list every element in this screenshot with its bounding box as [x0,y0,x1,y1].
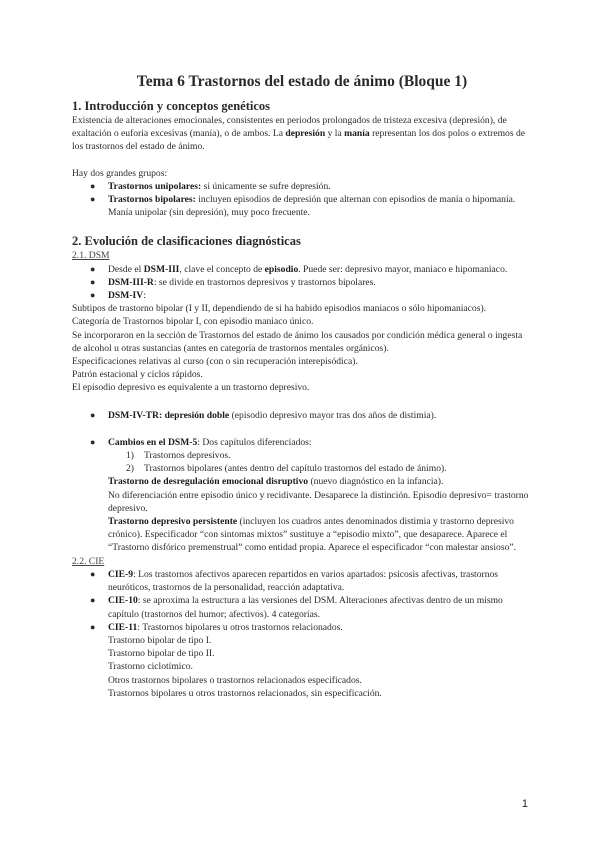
list-item: 1) Trastornos depresivos. [126,450,231,462]
cie11-line: Trastornos bipolares u otros trastornos relacionados, sin especificación. [108,687,382,699]
cie-list [72,568,532,634]
dsm4-line: Se incorporaron en la sección de Trastornos del estado de ánimo los causados por condición médica general o ingesta de alcohol u otras sustancias (antes en categoría de trastornos mentales orgánicos). [72,329,523,354]
section-2-heading: 2. Evolución de clasificaciones diagnósticas [72,234,301,249]
bullet-icon: ● [90,436,96,447]
bullet-icon: ● [90,290,96,301]
page-number: 1 [521,798,528,810]
dmdd-text: Trastorno de desregulación emocional disruptivo (nuevo diagnóstico en la infancia). [108,476,444,488]
dsm4tr-list [72,409,532,422]
cie11-line: Trastorno bipolar de tipo I. [108,634,212,646]
list-item: ● CIE-11: Trastornos bipolares u otros trastornos relacionados. [90,621,343,633]
dsm4-line: Patrón estacional y ciclos rápidos. [72,369,203,381]
cie11-line: Trastorno ciclotímico. [108,661,193,673]
bullet-icon: ● [90,276,96,287]
bullet-icon: ● [90,621,96,632]
subsection-cie: 2.2. CIE [72,555,105,567]
section-1-heading: 1. Introducción y conceptos genéticos [72,99,271,113]
cie11-line: Trastorno bipolar de tipo II. [108,648,215,660]
document-page [72,72,532,700]
document-title: Tema 6 Trastornos del estado de ánimo (Bloque 1) [136,73,468,90]
bullet-icon: ● [90,180,96,191]
bullet-icon: ● [90,568,96,579]
bullet-icon: ● [90,595,96,606]
dsm-list [72,263,532,303]
dsm5-chapters [72,449,532,475]
bullet-icon: ● [90,409,96,420]
dsm4-line: Subtipos de trastorno bipolar (I y II, dependiendo de si ha habido episodios maniacos o sólo hipomaniacos). [72,303,487,315]
list-item: ● DSM-III-R: se divide en trastornos depresivos y trastornos bipolares. [90,276,376,288]
list-item: ● Trastornos bipolares: incluyen episodios de depresión que alternan con episodios de manía o hipomanía. Manía unipolar (sin depresión), muy poco frecuente. [90,194,516,219]
list-item: ● CIE-9: Los trastornos afectivos aparecen repartidos en varios apartados: psicosis afectivas, trastornos neuróticos, trastornos de la personalidad, reacción adaptativa. [90,568,499,594]
dmdd-line: No diferenciación entre episodio único y recidivante. Desaparece la distinción. Episodio depresivo= trastorno depresivo. [108,489,529,514]
list-item: ● DSM-IV-TR: depresión doble (episodio depresivo mayor tras dos años de distimia). [90,409,437,421]
groups-list [72,180,532,220]
cie11-line: Otros trastornos bipolares o trastornos relacionados especificados. [108,674,362,686]
tdp-text: Trastorno depresivo persistente (incluyen los cuadros antes denominados distimia y trastorno depresivo crónico). Especificador “con síntomas mixtos” sustituye a “episodio mixto”, que desaparece. Aparece el “Trastorno disfórico premenstrual” como entidad propia. Aparece el especificador “con malestar ansioso”. [108,516,517,554]
section-1-intro: Existencia de alteraciones emocionales, consistentes en periodos prolongados de tristeza excesiva (depresión), de exaltación o euforia excesivas (manía), o de ambos. La depresión y la manía representan los dos polos o extremos de los trastornos del estado de ánimo. [72,115,526,153]
list-item: ● DSM-IV: [90,290,146,302]
dsm4-line: Especificaciones relativas al curso (con o sin recuperación interepisódica). [72,356,358,368]
list-item: ● Trastornos unipolares: si únicamente se sufre depresión. [90,180,331,192]
dsm4-line: Categoría de Trastornos bipolar I, con episodio maniaco único. [72,316,314,328]
dsm4-line: El episodio depresivo es equivalente a un trastorno depresivo. [72,382,310,394]
subsection-dsm: 2.1. DSM [72,250,110,262]
list-item: ● Desde el DSM-III, clave el concepto de episodio. Puede ser: depresivo mayor, maniaco e hipomaniaco. [90,263,508,275]
list-item: 2) Trastornos bipolares (antes dentro del capítulo trastornos del estado de ánimo). [126,463,447,475]
list-item: ● CIE-10: se aproxima la estructura a las versiones del DSM. Alteraciones afectivas dentro de un mismo capítulo (trastornos del humor; afectivos). 4 categorías. [90,595,503,620]
list-item: ● Cambios en el DSM-5: Dos capítulos diferenciados: [90,436,312,448]
bullet-icon: ● [90,194,96,205]
bullet-icon: ● [90,263,96,274]
groups-intro: Hay dos grandes grupos: [72,167,168,179]
dsm5-list [72,436,532,449]
